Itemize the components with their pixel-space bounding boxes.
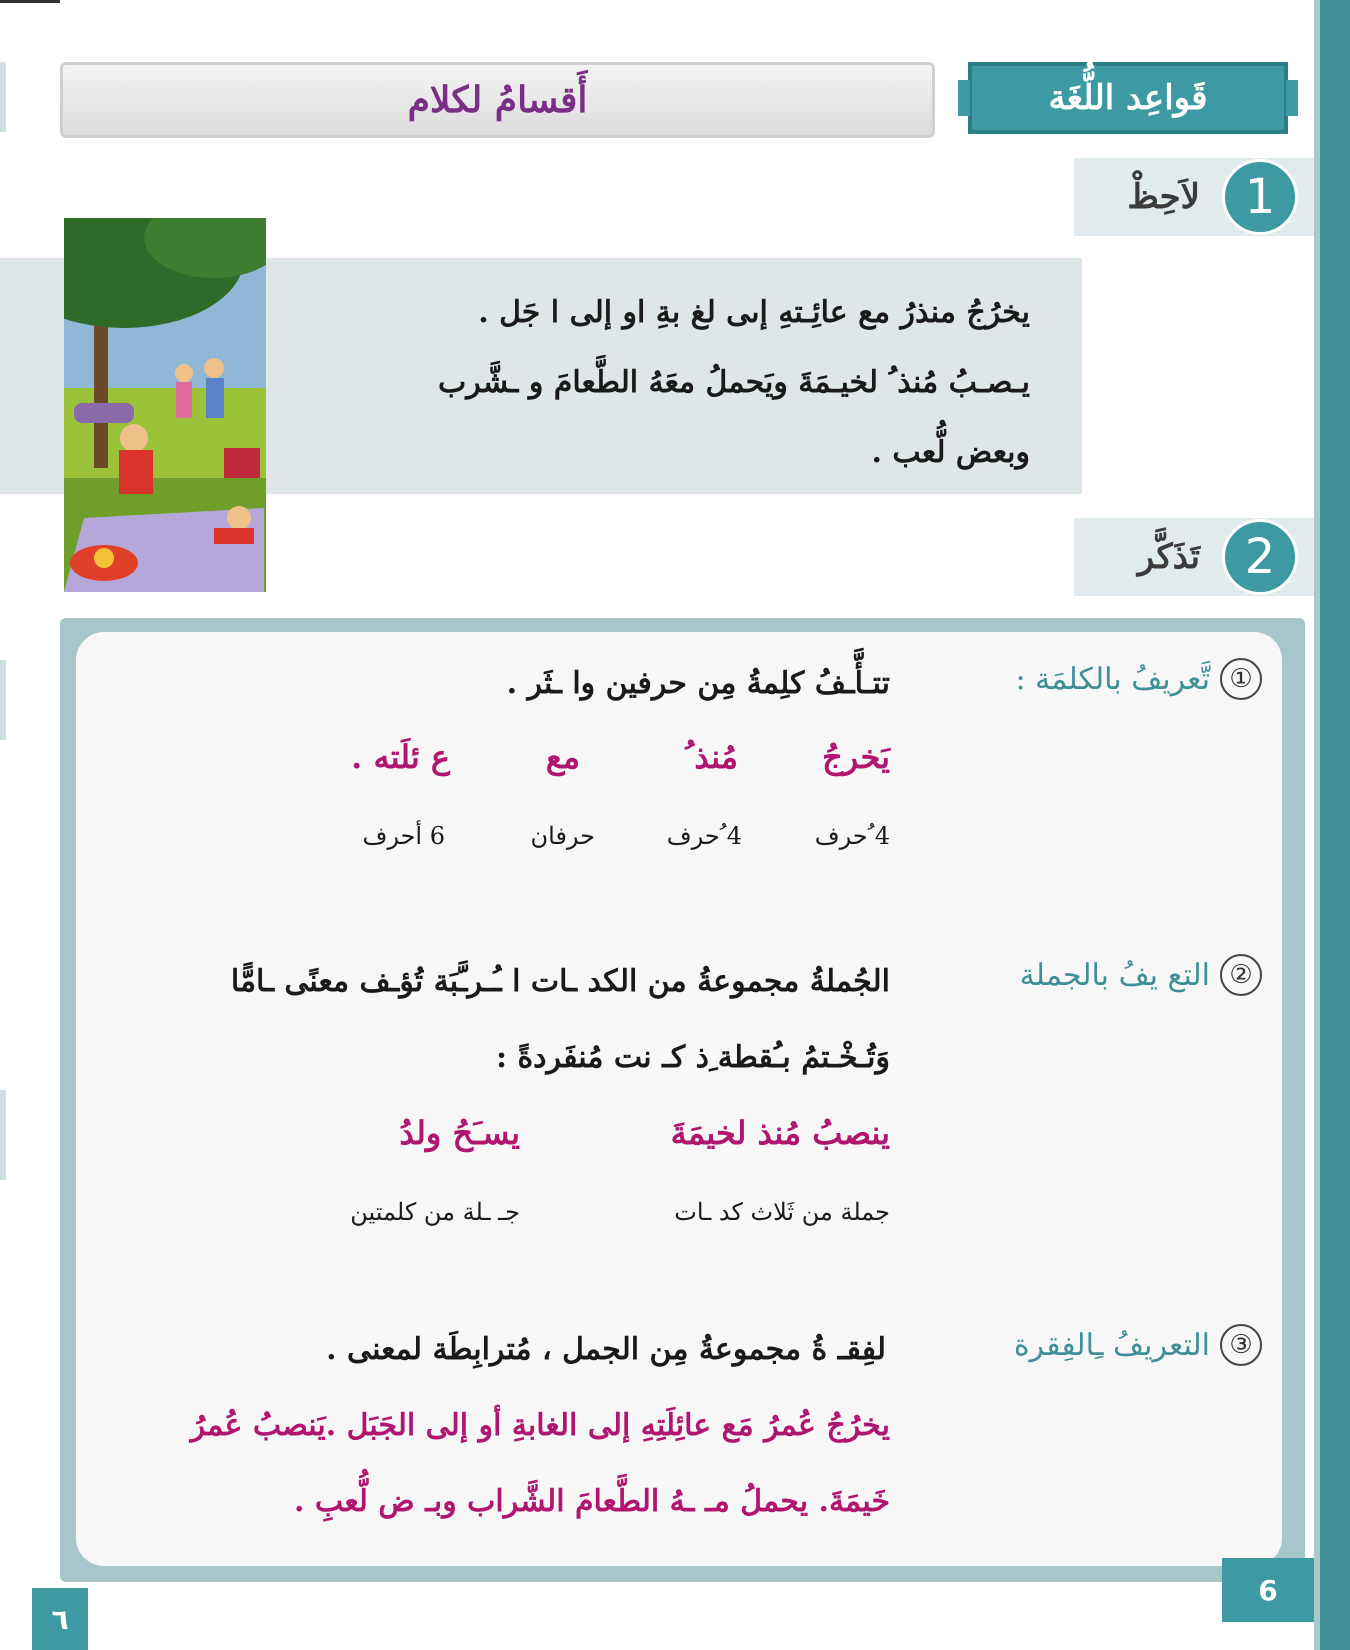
letter-count: 4 ُحرف (666, 822, 742, 850)
page-number-right: 6 (1222, 1558, 1314, 1622)
observe-line: يـصـبُ مُنذ ُ لخيـمَةَ ويَحملُ معَهُ الطَّعامَ و ـشَّرب (438, 365, 1030, 400)
left-edge-tab (0, 660, 6, 740)
item-number: ③ (1220, 1324, 1262, 1366)
paragraph-definition: لفِقـ ةُ مجموعةُ مِن الجمل ، مُترابِطَة لمعنى . (326, 1332, 886, 1367)
example-word: ع ئلَته . (351, 738, 450, 776)
section-number: 1 (1222, 159, 1298, 235)
item-label-text: تَّعريفُ بالكلمَة : (1015, 661, 1210, 697)
example-sentence: يسـَحُ ولدُ (399, 1114, 520, 1152)
item-label-sentence (1020, 954, 1262, 996)
letter-count: 6 أحرف (362, 822, 445, 850)
example-paragraph: خَيمَةَ. يحملُ مـ ـهُ الطَّعامَ الشَّراب وبـ ض لُّعبِ . (293, 1484, 890, 1519)
letter-count: 4 ُحرف (814, 822, 890, 850)
item-number: ① (1220, 658, 1262, 700)
section-observe-header (1074, 158, 1314, 236)
lesson-banner (60, 62, 935, 138)
page-number-left: ٦ (32, 1588, 88, 1650)
item-label-paragraph (1014, 1324, 1262, 1366)
sentence-definition: الجُملةُ مجموعةُ من الكد ـات ا ـُـرـَّبَة تُؤـف معنًى ـامًّا (230, 964, 890, 999)
left-edge-tab (0, 1090, 6, 1180)
example-word: مُنذ ُ (685, 738, 738, 776)
item-number: ② (1220, 954, 1262, 996)
letter-count: حرفان (530, 822, 595, 850)
item-label-text: التع يفُ بالجملة (1019, 957, 1210, 993)
picnic-illustration (64, 218, 266, 592)
section-title: تَذَكَّر (1137, 537, 1200, 577)
sentence-definition: وَتُـخْـتمُ بـُقطة ِذ كـ نت مُنفَردةً : (495, 1040, 890, 1075)
sentence-note: جـ ـلة من كلمتين (350, 1198, 520, 1226)
lesson-title: أَقسامُ لكلام (407, 79, 588, 121)
example-paragraph: يخرُجُ عُمرُ مَع عائِلَتِهِ إلى الغابةِ أو إلى الجَبَل .يَنصبُ عُمرُ (190, 1408, 890, 1443)
subject-title: قَواعِد اللُّغَة (1048, 78, 1208, 118)
top-rule (0, 0, 60, 3)
observe-line: وبعض لُّعب . (871, 435, 1030, 470)
section-remember-header (1074, 518, 1314, 596)
section-title: لاَحِظْ (1127, 177, 1200, 217)
section-number: 2 (1222, 519, 1298, 595)
example-sentence: ينصبُ مُنذ لخيمَةَ (670, 1114, 890, 1152)
observe-line: يخرُجُ منذرُ مع عائِـتهِ إىى لغ بةِ او إلى ا جَل . (478, 295, 1030, 330)
subject-badge (968, 62, 1288, 134)
sentence-note: جملة من ثَلاث كد ـات (674, 1198, 890, 1226)
item-label-word (1015, 658, 1262, 700)
item-label-text: التعريفُ ـِالفِقرة (1013, 1327, 1210, 1363)
word-definition: تتـأَّـفُ كلِمةُ مِن حرفين وا ـثَر . (506, 666, 890, 701)
left-edge-tab (0, 62, 6, 132)
right-edge-bar (1320, 0, 1350, 1650)
example-word: مع (545, 738, 580, 776)
example-word: يَخرجُ (822, 738, 890, 776)
